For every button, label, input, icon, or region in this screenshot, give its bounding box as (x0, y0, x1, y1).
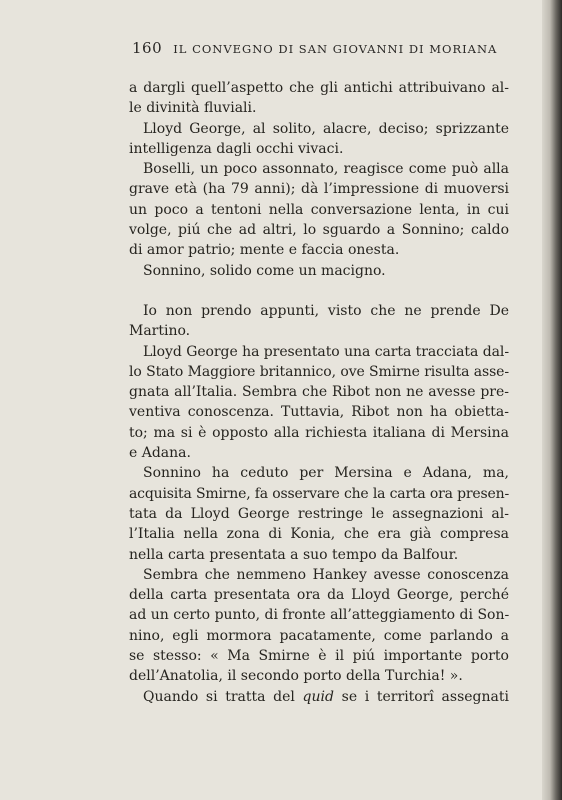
text-line: e Adana. (129, 445, 191, 462)
text-line: Boselli, un poco assonnato, reagisce come può alla (143, 161, 509, 178)
text-run: Quando si tratta del (143, 688, 303, 705)
text-line: Sonnino ha ceduto per Mersina e Adana, ma, (143, 465, 509, 482)
text-line: to; ma si è opposto alla richiesta italiana di Mersina (129, 424, 509, 441)
paragraph (129, 301, 509, 342)
text-line: ad un certo punto, di fronte all’atteggiamento di Son- (129, 607, 510, 624)
text-line: nella carta presentata a suo tempo da Balfour. (129, 546, 459, 563)
text-line: di amor patrio; mente e faccia onesta. (129, 242, 400, 259)
text-line: Io non prendo appunti, visto che ne prende De (143, 302, 509, 319)
text-line: Martino. (129, 323, 191, 340)
text-line: ventiva conoscenza. Tuttavia, Ribot non ha obietta- (129, 404, 509, 421)
text-line: tata da Lloyd George restringe le assegnazioni al- (129, 505, 509, 522)
text-line: grave età (ha 79 anni); dà l’impressione di muoversi (129, 181, 509, 198)
paragraph (129, 159, 509, 260)
paragraph (129, 119, 509, 160)
text-line: le divinità fluviali. (129, 100, 257, 117)
paragraph (129, 565, 509, 687)
text-line: Sembra che nemmeno Hankey avesse conoscenza (143, 566, 509, 583)
section-gap (129, 281, 509, 301)
paragraph (129, 463, 509, 564)
text-line: Sonnino, solido come un macigno. (143, 262, 386, 279)
page-edge-shadow (542, 0, 562, 800)
paragraph (129, 78, 509, 119)
text-line: dell’Anatolia, il secondo porto della Turchia! ». (129, 668, 463, 685)
text-line: Lloyd George, al solito, alacre, deciso; sprizzante (143, 120, 509, 137)
text-line: gnata all’Italia. Sembra che Ribot non ne avesse pre- (129, 384, 509, 401)
text-line: lo Stato Maggiore britannico, ove Smirne risulta asse- (129, 363, 509, 380)
page-number: 160 (132, 39, 163, 57)
running-title: IL CONVEGNO DI SAN GIOVANNI DI MORIANA (173, 42, 498, 56)
page-header (132, 38, 532, 57)
italic-word: quid (302, 688, 334, 705)
text-line: volge, piú che ad altri, lo sguardo a Sonnino; caldo (129, 222, 509, 239)
paragraph (129, 261, 509, 281)
text-line: l’Italia nella zona di Konia, che era già compresa (129, 526, 509, 543)
text-line: se stesso: « Ma Smirne è il piú importante porto (129, 648, 509, 665)
text-line: nino, egli mormora pacatamente, come parlando a (129, 627, 509, 644)
text-line: della carta presentata ora da Lloyd George, perché (129, 587, 509, 604)
text-line: acquisita Smirne, fa osservare che la carta ora presen- (129, 485, 509, 502)
text-line (129, 687, 509, 707)
paragraph (129, 687, 509, 707)
text-line: un poco a tentoni nella conversazione lenta, in cui (129, 201, 509, 218)
text-line: a dargli quell’aspetto che gli antichi attribuivano al- (129, 80, 509, 96)
body-text (129, 78, 509, 707)
text-line: intelligenza dagli occhi vivaci. (129, 140, 344, 157)
text-run: se i territorî assegnati (333, 688, 509, 705)
text-line: Lloyd George ha presentato una carta tracciata dal- (143, 343, 509, 360)
paragraph (129, 342, 509, 464)
